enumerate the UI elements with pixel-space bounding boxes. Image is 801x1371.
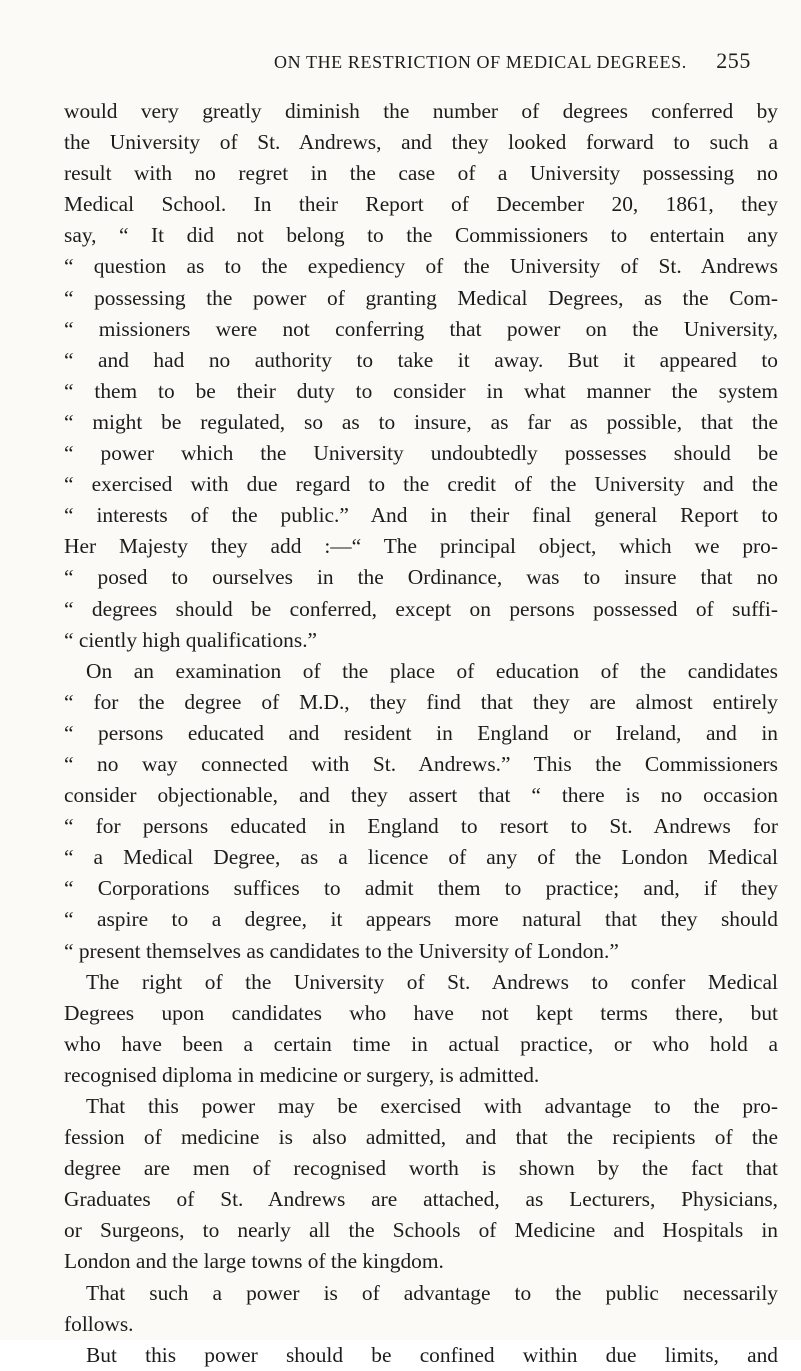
text-line: “ exercised with due regard to the credit of the University and the bbox=[64, 472, 778, 497]
text-line: “ posed to ourselves in the Ordinance, was to insure that no bbox=[64, 565, 778, 590]
text-line: “ a Medical Degree, as a licence of any of the London Medical bbox=[64, 845, 778, 870]
text-line: fession of medicine is also admitted, and that the recipients of the bbox=[64, 1125, 778, 1150]
text-line: “ might be regulated, so as to insure, as far as possible, that the bbox=[64, 409, 778, 434]
text-line: or Surgeons, to nearly all the Schools of Medicine and Hospitals in bbox=[64, 1218, 778, 1243]
text-line: Graduates of St. Andrews are attached, as Lecturers, Physicians, bbox=[64, 1187, 778, 1212]
text-line: consider objectionable, and they assert that “ there is no occasion bbox=[64, 783, 778, 808]
text-line: “ for persons educated in England to resort to St. Andrews for bbox=[64, 814, 778, 839]
text-line: “ possessing the power of granting Medical Degrees, as the Com- bbox=[64, 285, 778, 310]
text-line: “ degrees should be conferred, except on persons possessed of suffi- bbox=[64, 596, 778, 621]
text-line: follows. bbox=[64, 1311, 134, 1336]
text-line: would very greatly diminish the number of degrees conferred by bbox=[64, 99, 778, 123]
text-line: “ present themselves as candidates to the University of London.” bbox=[64, 938, 619, 963]
text-line: “ power which the University undoubtedly possesses should be bbox=[64, 441, 778, 466]
text-line: But this power should be confined within due limits, and bbox=[86, 1342, 778, 1367]
text-line: Her Majesty they add :—“ The principal object, which we pro- bbox=[64, 534, 778, 559]
text-line: degree are men of recognised worth is shown by the fact that bbox=[64, 1156, 778, 1181]
text-line: “ persons educated and resident in England or Ireland, and in bbox=[64, 720, 778, 745]
text-line: On an examination of the place of education of the candidates bbox=[86, 658, 778, 683]
text-line: That this power may be exercised with advantage to the pro- bbox=[86, 1094, 778, 1118]
text-line: result with no regret in the case of a University possessing no bbox=[64, 161, 778, 186]
text-line: say, “ It did not belong to the Commissioners to entertain any bbox=[64, 223, 778, 248]
text-line: Medical School. In their Report of December 20, 1861, they bbox=[64, 192, 778, 217]
text-line: That such a power is of advantage to the public necessarily bbox=[86, 1280, 778, 1305]
text-line: “ Corporations suffices to admit them to practice; and, if they bbox=[64, 876, 778, 901]
text-line: “ question as to the expediency of the University of St. Andrews bbox=[64, 254, 778, 279]
text-line: London and the large towns of the kingdom. bbox=[64, 1249, 444, 1274]
text-line: Degrees upon candidates who have not kept terms there, but bbox=[64, 1000, 778, 1025]
text-line: The right of the University of St. Andrews to confer Medical bbox=[86, 969, 778, 994]
text-line: “ them to be their duty to consider in what manner the system bbox=[64, 378, 778, 403]
text-line: who have been a certain time in actual practice, or who hold a bbox=[64, 1031, 778, 1056]
running-head bbox=[64, 48, 751, 82]
text-line: “ interests of the public.” And in their final general Report to bbox=[64, 503, 778, 528]
text-line: “ missioners were not conferring that power on the University, bbox=[64, 316, 778, 341]
body-text bbox=[64, 96, 778, 1371]
text-line: “ ciently high qualifications.” bbox=[64, 627, 318, 652]
text-line: the University of St. Andrews, and they looked forward to such a bbox=[64, 130, 778, 155]
text-line: recognised diploma in medicine or surgery, is admitted. bbox=[64, 1062, 540, 1087]
text-line: “ no way connected with St. Andrews.” This the Commissioners bbox=[64, 751, 778, 776]
page-number: 255 bbox=[716, 48, 751, 73]
text-line: “ for the degree of M.D., they find that they are almost entirely bbox=[64, 689, 778, 714]
running-title: ON THE RESTRICTION OF MEDICAL DEGREES. bbox=[274, 52, 687, 72]
text-line: “ and had no authority to take it away. But it appeared to bbox=[64, 347, 778, 372]
text-line: “ aspire to a degree, it appears more natural that they should bbox=[64, 907, 778, 932]
